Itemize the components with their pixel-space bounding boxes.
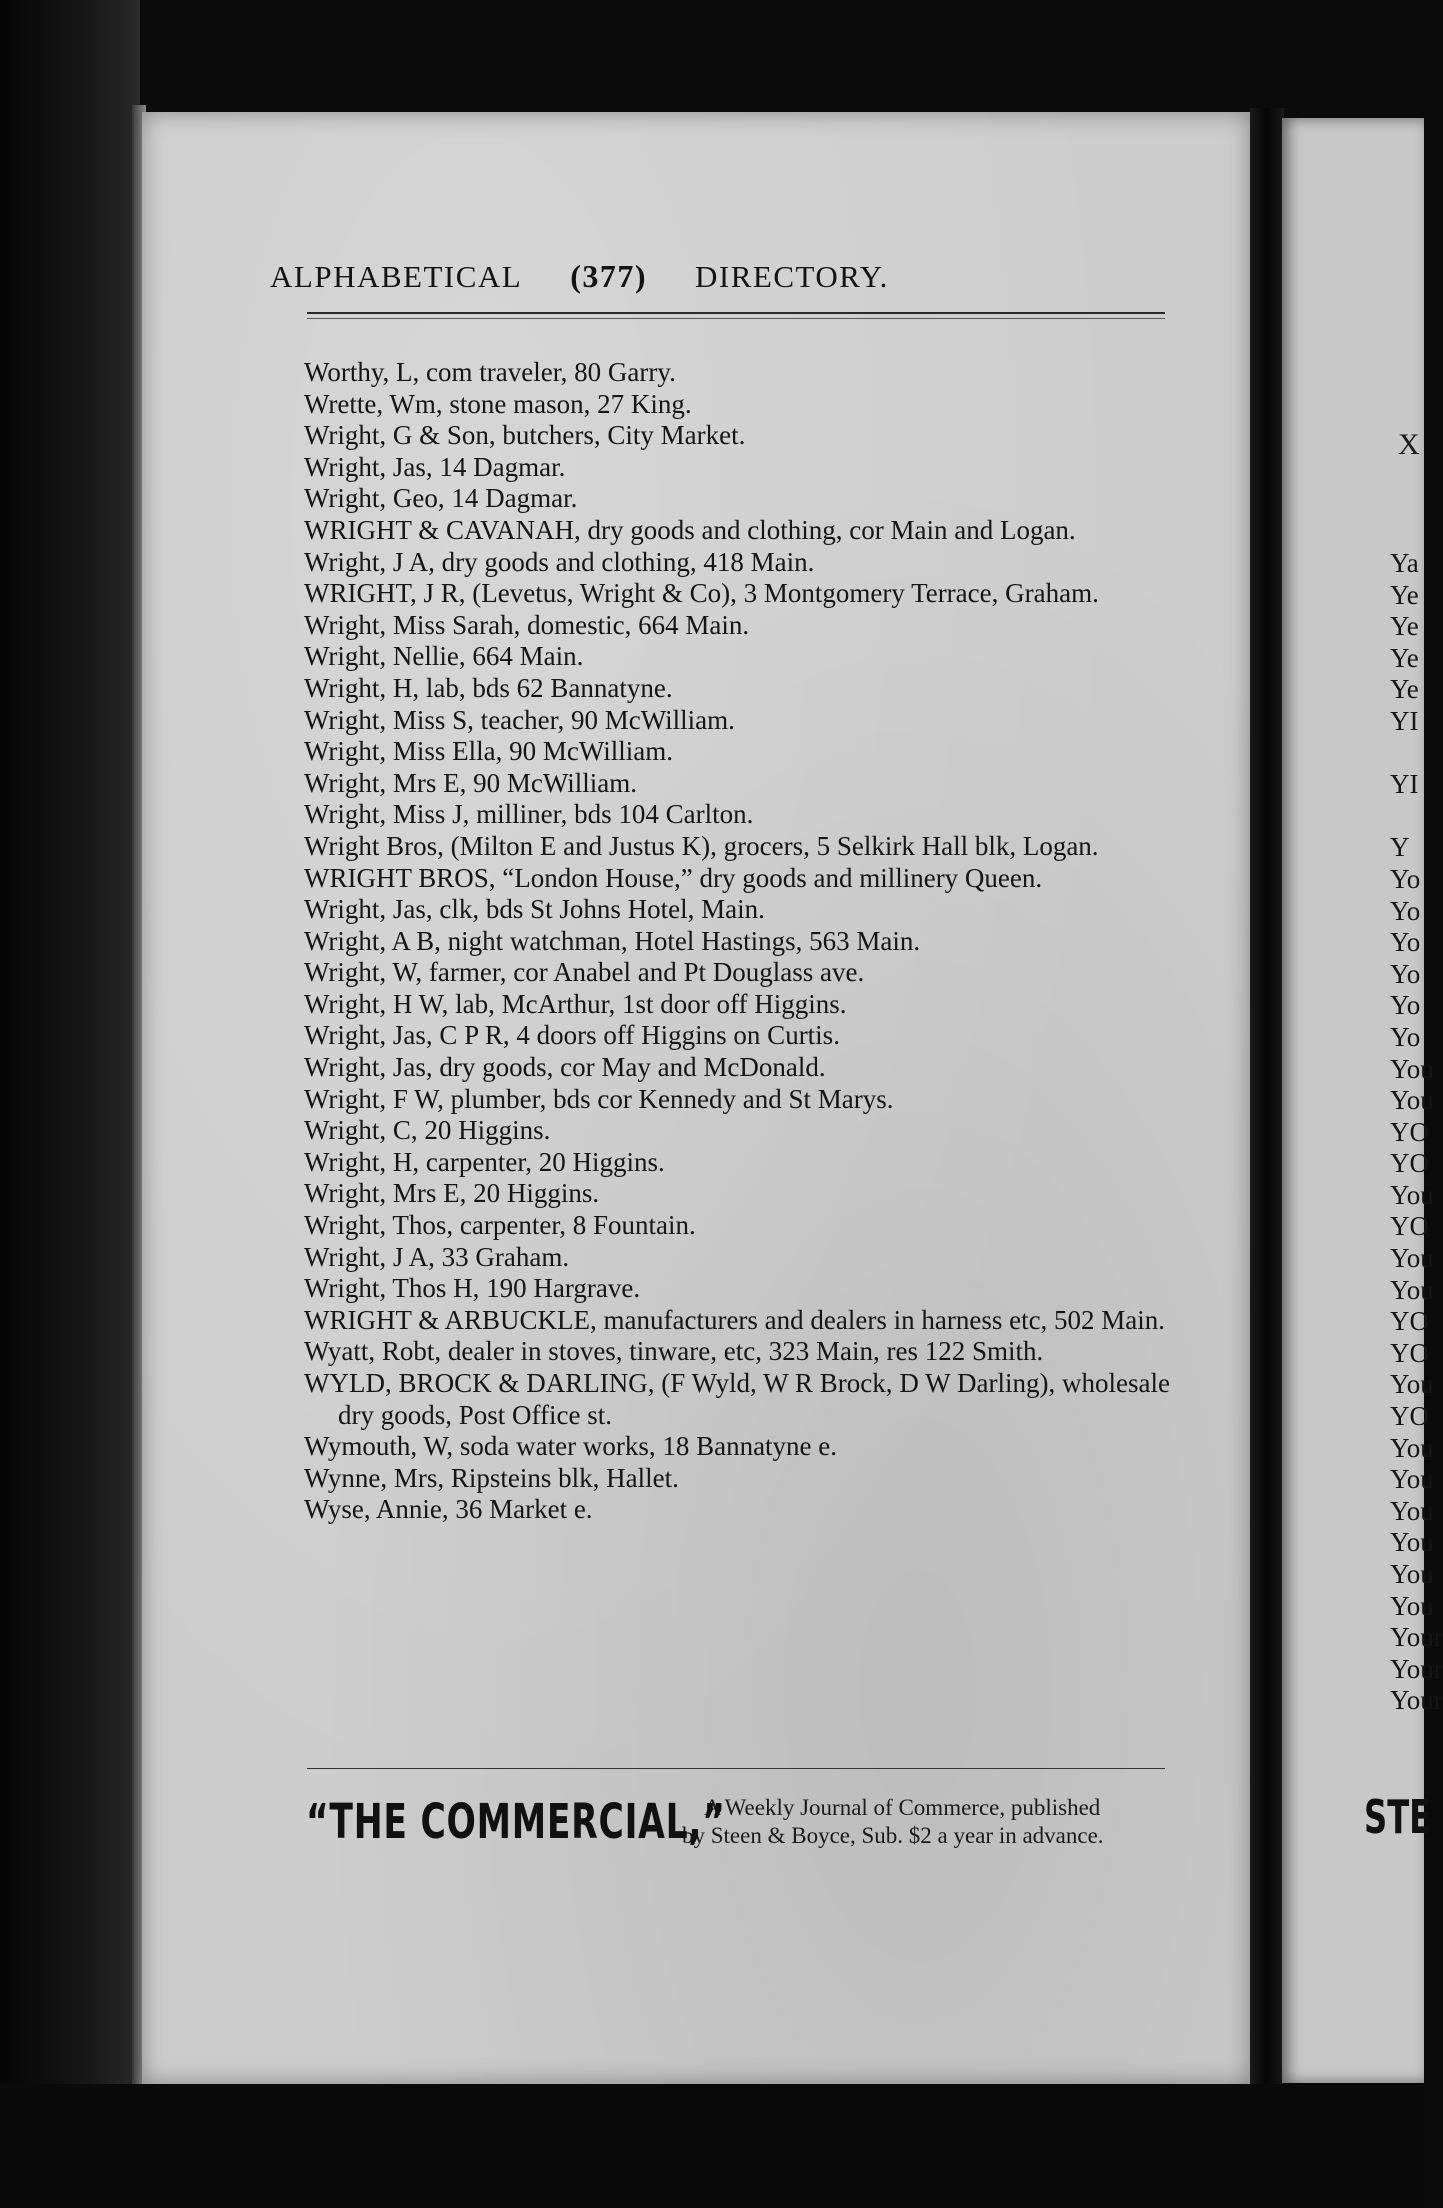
directory-entry: WRIGHT & CAVANAH, dry goods and clothing, cor Main and Logan. bbox=[304, 514, 1076, 545]
commercial-advertisement bbox=[306, 1782, 1176, 1862]
facing-page-fragment: You bbox=[1390, 1527, 1434, 1558]
directory-entry: Wright, J A, 33 Graham. bbox=[304, 1241, 570, 1272]
directory-entry: Wyatt, Robt, dealer in stoves, tinware, etc, 323 Main, res 122 Smith. bbox=[304, 1336, 1044, 1367]
directory-entry: Wright, Jas, 14 Dagmar. bbox=[304, 451, 566, 482]
directory-entry: WRIGHT BROS, “London House,” dry goods and millinery Queen. bbox=[304, 862, 1043, 893]
facing-page-fragment bbox=[1390, 801, 1443, 833]
directory-entry: Wright, Thos, carpenter, 8 Fountain. bbox=[304, 1210, 696, 1241]
facing-page-fragment: You bbox=[1390, 1243, 1434, 1274]
directory-entry: Wright, H, lab, bds 62 Bannatyne. bbox=[304, 672, 673, 703]
facing-page-fragment: Ye bbox=[1390, 611, 1419, 642]
directory-entry: Wright, Miss S, teacher, 90 McWilliam. bbox=[304, 704, 735, 735]
facing-page-fragment bbox=[1390, 738, 1443, 770]
facing-page-fragment: Yo bbox=[1390, 895, 1421, 926]
facing-page-fragment: Your bbox=[1390, 1653, 1443, 1684]
facing-page-fragment: Yo bbox=[1390, 1021, 1421, 1052]
facing-page-fragment: Yo bbox=[1390, 863, 1421, 894]
facing-page-bottom-fragment: STE bbox=[1364, 1790, 1432, 1844]
page-number: (377) bbox=[570, 258, 648, 294]
facing-page-fragment: You bbox=[1390, 1053, 1434, 1084]
facing-page-fragment: You bbox=[1390, 1464, 1434, 1495]
facing-page-fragment: Yo bbox=[1390, 990, 1421, 1021]
directory-entry: Wright, Jas, C P R, 4 doors off Higgins on Curtis. bbox=[304, 1020, 840, 1051]
directory-entry: Wright, F W, plumber, bds cor Kennedy and St Marys. bbox=[304, 1083, 894, 1114]
advert-text bbox=[682, 1794, 1176, 1850]
directory-entry: WYLD, BROCK & DARLING, (F Wyld, W R Brock, D W Darling), wholesale dry goods, Post Office st. bbox=[304, 1368, 1170, 1430]
page-gutter bbox=[1250, 108, 1284, 2098]
directory-entry: Wright, Mrs E, 20 Higgins. bbox=[304, 1178, 600, 1209]
facing-page-fragment: YO bbox=[1390, 1306, 1429, 1337]
directory-entry: Wright, Geo, 14 Dagmar. bbox=[304, 483, 578, 514]
facing-page-fragment: YO bbox=[1390, 1337, 1429, 1368]
directory-entry: WRIGHT, J R, (Levetus, Wright & Co), 3 Montgomery Terrace, Graham. bbox=[304, 578, 1099, 609]
directory-entry: Wyse, Annie, 36 Market e. bbox=[304, 1494, 593, 1525]
facing-page-fragment: Ya bbox=[1390, 548, 1419, 578]
directory-entry: Wright, Nellie, 664 Main. bbox=[304, 641, 584, 672]
directory-entry: Wright, Thos H, 190 Hargrave. bbox=[304, 1273, 641, 1304]
directory-entry: Wymouth, W, soda water works, 18 Bannatyne e. bbox=[304, 1431, 838, 1462]
directory-entry: WRIGHT & ARBUCKLE, manufacturers and dealers in harness etc, 502 Main. bbox=[304, 1304, 1166, 1335]
facing-page-fragment: Ye bbox=[1390, 674, 1419, 705]
facing-page-fragment: Your bbox=[1390, 1622, 1443, 1653]
directory-entry: Wright, Miss J, milliner, bds 104 Carlton. bbox=[304, 799, 754, 830]
facing-page-fragments bbox=[1390, 548, 1443, 1717]
facing-page-top-fragment: X bbox=[1398, 428, 1420, 461]
facing-page-fragment: YO bbox=[1390, 1401, 1429, 1432]
header-rule-thin bbox=[307, 318, 1165, 319]
header-right: DIRECTORY. bbox=[695, 259, 889, 294]
facing-page-fragment: You bbox=[1390, 1085, 1434, 1116]
directory-entry: Wright, Miss Sarah, domestic, 664 Main. bbox=[304, 609, 750, 640]
facing-page-fragment: Yo bbox=[1390, 927, 1421, 958]
scan-background bbox=[0, 2084, 1424, 2208]
directory-entry: Wrette, Wm, stone mason, 27 King. bbox=[304, 388, 692, 419]
facing-page-fragment: YO bbox=[1390, 1116, 1429, 1147]
directory-entry: Worthy, L, com traveler, 80 Garry. bbox=[304, 357, 676, 387]
directory-entry: Wright, G & Son, butchers, City Market. bbox=[304, 420, 746, 451]
directory-entry: Wright, J A, dry goods and clothing, 418 Main. bbox=[304, 546, 815, 577]
directory-entry: Wright, C, 20 Higgins. bbox=[304, 1115, 551, 1146]
footer-rule bbox=[307, 1768, 1165, 1769]
header-left: ALPHABETICAL bbox=[270, 259, 523, 294]
facing-page-fragment: You bbox=[1390, 1369, 1434, 1400]
facing-page-fragment: YO bbox=[1390, 1148, 1429, 1179]
facing-page-fragment: YI bbox=[1390, 769, 1419, 800]
directory-entry: Wright, Jas, clk, bds St Johns Hotel, Main. bbox=[304, 894, 765, 925]
directory-entries bbox=[304, 357, 1170, 1526]
facing-page-fragment: You bbox=[1390, 1590, 1434, 1621]
directory-entry: Wright, W, farmer, cor Anabel and Pt Douglass ave. bbox=[304, 957, 865, 988]
facing-page-fragment: You bbox=[1390, 1274, 1434, 1305]
facing-page-fragment: You bbox=[1390, 1559, 1434, 1589]
directory-entry: Wright, A B, night watchman, Hotel Hastings, 563 Main. bbox=[304, 925, 921, 956]
facing-page-fragment: Ye bbox=[1390, 579, 1419, 610]
advert-line-2: by Steen & Boyce, Sub. $2 a year in advance. bbox=[682, 1823, 1104, 1848]
directory-entry: Wright, Jas, dry goods, cor May and McDonald. bbox=[304, 1052, 826, 1083]
facing-page-fragment: YI bbox=[1390, 705, 1419, 736]
facing-page-fragment: YO bbox=[1390, 1211, 1429, 1242]
advert-line-1: A Weekly Journal of Commerce, published bbox=[704, 1795, 1101, 1820]
directory-entry: Wynne, Mrs, Ripsteins blk, Hallet. bbox=[304, 1462, 679, 1493]
directory-entry: Wright Bros, (Milton E and Justus K), grocers, 5 Selkirk Hall blk, Logan. bbox=[304, 830, 1099, 861]
directory-entry: Wright, Miss Ella, 90 McWilliam. bbox=[304, 736, 674, 767]
facing-page-fragment: Yo bbox=[1390, 958, 1421, 989]
facing-page-fragment: Your bbox=[1390, 1685, 1443, 1716]
running-head bbox=[270, 258, 1070, 295]
facing-page-fragment: You bbox=[1390, 1179, 1434, 1210]
header-rule bbox=[307, 312, 1165, 314]
facing-page-fragment: You bbox=[1390, 1432, 1434, 1463]
binding-shadow bbox=[0, 0, 140, 2208]
facing-page-fragment: You bbox=[1390, 1495, 1434, 1526]
directory-entry: Wright, H, carpenter, 20 Higgins. bbox=[304, 1146, 665, 1177]
facing-page-fragment: Y bbox=[1390, 832, 1410, 863]
directory-entry: Wright, Mrs E, 90 McWilliam. bbox=[304, 767, 638, 798]
facing-page-fragment: Ye bbox=[1390, 642, 1419, 673]
advert-title: “THE COMMERCIAL,” bbox=[306, 1794, 726, 1850]
directory-entry: Wright, H W, lab, McArthur, 1st door off Higgins. bbox=[304, 988, 847, 1019]
